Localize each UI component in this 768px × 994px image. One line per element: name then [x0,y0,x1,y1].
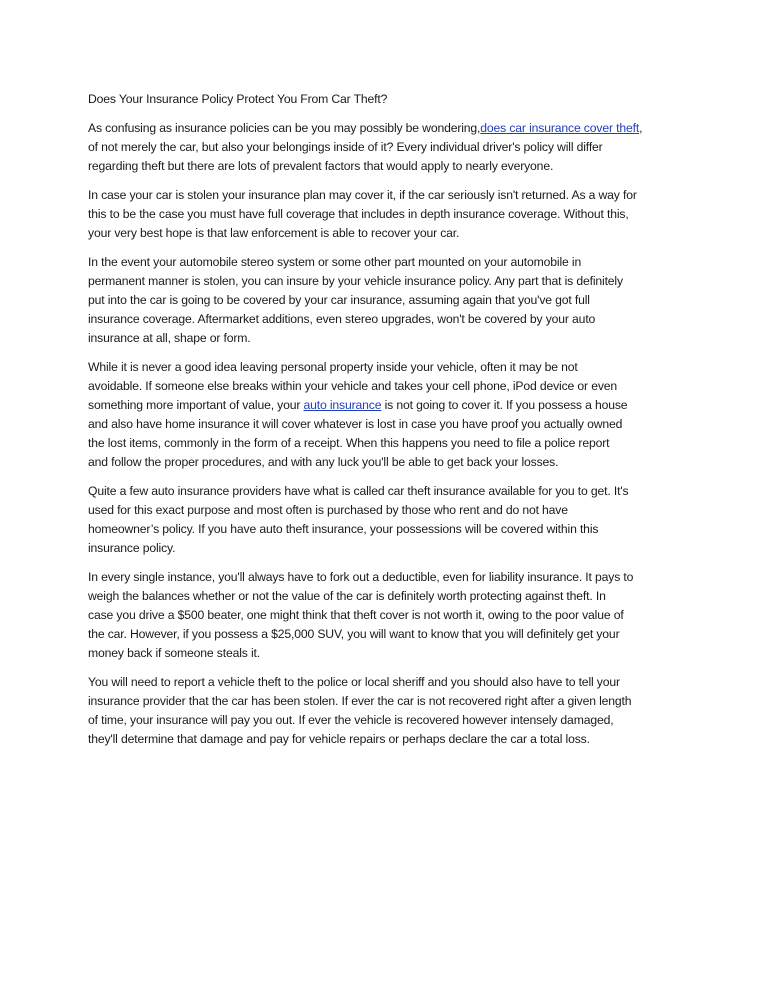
text-line [88,434,708,453]
text-segment: case you drive a $500 beater, one might think that theft cover is not worth it, owing to the poor value of [88,608,624,622]
document-page [88,90,708,759]
text-line [88,482,708,501]
hyperlink[interactable]: does car insurance cover theft [480,121,640,135]
text-line [88,711,708,730]
text-segment: In every single instance, you'll always have to fork out a deductible, even for liability insurance. It pays to [88,570,634,584]
text-line [88,415,708,434]
text-segment: While it is never a good idea leaving personal property inside your vehicle, often it may be not [88,360,578,374]
text-line [88,520,708,539]
text-segment: this to be the case you must have full coverage that includes in depth insurance coverage. Without this, [88,207,629,221]
text-segment: used for this exact purpose and most often is purchased by those who rent and do not have [88,503,568,517]
text-line [88,329,708,348]
text-line [88,291,708,310]
text-segment: money back if someone steals it. [88,646,261,660]
text-segment: insurance policy. [88,541,176,555]
text-segment: permanent manner is stolen, you can insure by your vehicle insurance policy. Any part that is definitely [88,274,623,288]
paragraph [88,358,708,472]
paragraph [88,482,708,558]
paragraph [88,673,708,749]
text-line [88,625,708,644]
text-line [88,310,708,329]
text-line [88,272,708,291]
text-segment: something more important of value, your [88,398,304,412]
text-line [88,157,708,176]
text-segment: and follow the proper procedures, and with any luck you'll be able to get back your losses. [88,455,559,469]
text-segment: You will need to report a vehicle theft to the police or local sheriff and you should also have to tell your [88,675,620,689]
text-segment: is not going to cover it. If you possess a house [381,398,628,412]
text-line [88,539,708,558]
text-line [88,673,708,692]
text-segment: they'll determine that damage and pay for vehicle repairs or perhaps declare the car a total loss. [88,732,590,746]
document-title: Does Your Insurance Policy Protect You From Car Theft? [88,92,388,106]
text-line [88,730,708,749]
paragraph [88,119,708,176]
text-segment: homeowner’s policy. If you have auto theft insurance, your possessions will be covered within this [88,522,599,536]
text-segment: of time, your insurance will pay you out. If ever the vehicle is recovered however intensely damaged, [88,713,614,727]
text-segment: insurance provider that the car has been stolen. If ever the car is not recovered right after a given length [88,694,632,708]
text-segment: the car. However, if you possess a $25,000 SUV, you will want to know that you will definitely get your [88,627,620,641]
text-line [88,186,708,205]
text-line [88,606,708,625]
text-line [88,377,708,396]
text-segment: put into the car is going to be covered by your car insurance, assuming again that you've got full [88,293,590,307]
text-line [88,119,708,138]
hyperlink[interactable]: auto insurance [303,398,382,412]
text-line [88,501,708,520]
text-line [88,224,708,243]
text-segment: In case your car is stolen your insurance plan may cover it, if the car seriously isn't returned. As a way for [88,188,637,202]
text-segment: insurance at all, shape or form. [88,331,251,345]
text-segment: insurance coverage. Aftermarket additions, even stereo upgrades, won't be covered by your auto [88,312,596,326]
text-line [88,253,708,272]
text-segment: the lost items, commonly in the form of a receipt. When this happens you need to file a police report [88,436,610,450]
text-segment: regarding theft but there are lots of prevalent factors that would apply to nearly everyone. [88,159,554,173]
text-segment: and also have home insurance it will cover whatever is lost in case you have proof you actually owned [88,417,623,431]
text-line [88,205,708,224]
text-segment: As confusing as insurance policies can be you may possibly be wondering, [88,121,481,135]
text-segment: of not merely the car, but also your belongings inside of it? Every individual driver's policy will differ [88,140,603,154]
paragraph [88,253,708,348]
document-body [88,119,708,749]
text-line [88,587,708,606]
text-line [88,568,708,587]
text-line [88,138,708,157]
text-segment: avoidable. If someone else breaks within your vehicle and takes your cell phone, iPod device or even [88,379,618,393]
text-segment: your very best hope is that law enforcement is able to recover your car. [88,226,460,240]
text-line [88,396,708,415]
text-line [88,644,708,663]
text-line [88,453,708,472]
text-segment: weigh the balances whether or not the value of the car is definitely worth protecting against theft. In [88,589,606,603]
text-line [88,692,708,711]
text-segment: In the event your automobile stereo system or some other part mounted on your automobile in [88,255,582,269]
text-segment: Quite a few auto insurance providers have what is called car theft insurance available for you to get. It's [88,484,629,498]
text-segment: , [639,121,643,135]
text-line [88,358,708,377]
paragraph [88,568,708,663]
paragraph [88,186,708,243]
